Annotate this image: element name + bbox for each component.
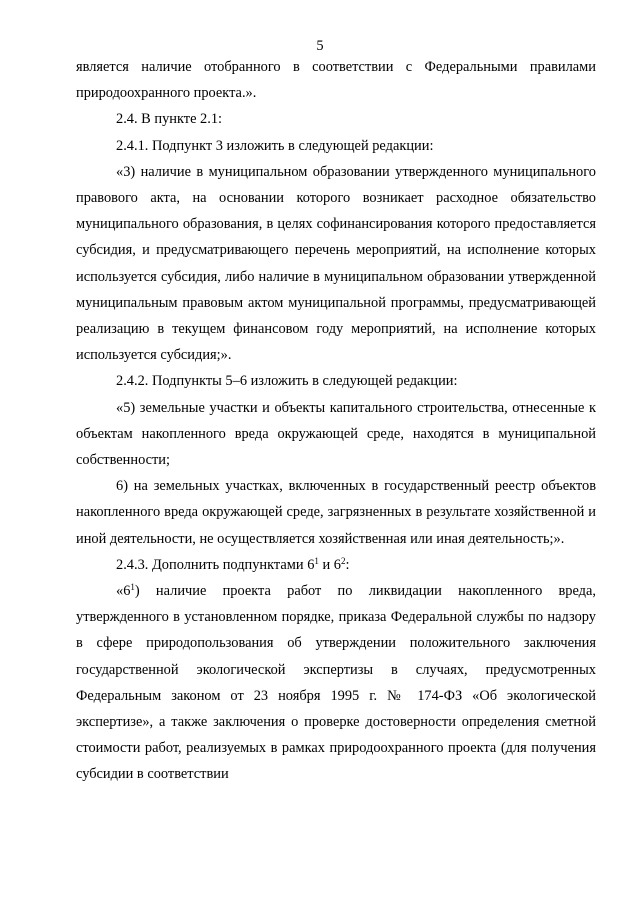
paragraph-subitem-6: 6) на земельных участках, включенных в государственный реестр объектов накопленного вреда окружающей среде, загрязненных в результате хозяйственной и иной деятельности, не осуществляется хозяйственная или иная деятельность;».	[76, 478, 596, 547]
paragraph-continuation: является наличие отобранного в соответствии с Федеральными правилами природоохранного проекта.».	[76, 59, 596, 102]
page-number: 5	[316, 38, 324, 54]
p8-superscript-2: 2	[340, 555, 346, 566]
p9-superscript: 1	[130, 582, 135, 593]
p8-text-after: :	[345, 556, 350, 573]
p9-text-before: «6	[116, 583, 131, 600]
paragraph-subitem-5: «5) земельные участки и объекты капитального строительства, отнесенные к объектам накопленного вреда окружающей среде, находятся в муниципальной собственности;	[76, 399, 596, 469]
paragraph-subitem-6-1	[76, 578, 596, 788]
paragraph-2-4: 2.4. В пункте 2.1:	[116, 111, 223, 128]
paragraph-subitem-3: «3) наличие в муниципальном образовании утвержденного муниципального правового акта, на основании которого возникает расходное обязательство муниципального образования, в целях софинансирования которого предоставляется субсидия, и предусматривающего перечень мероприятий, на исполнение которых используется субсидия, либо наличие в муниципальном образовании утвержденной муниципальным правовым актом муниципальной программы, предусматривающей реализацию в текущем финансовом году мероприятий, на исполнение которых используется субсидия;».	[76, 163, 596, 364]
p8-superscript-1: 1	[314, 555, 319, 566]
document-body	[76, 54, 596, 788]
p8-text-middle: и 6	[318, 556, 341, 573]
paragraph-2-4-2: 2.4.2. Подпункты 5–6 изложить в следующей редакции:	[116, 373, 458, 390]
paragraph-2-4-1: 2.4.1. Подпункт 3 изложить в следующей редакции:	[116, 137, 434, 154]
paragraph-2-4-3	[76, 552, 596, 578]
p8-text-before: 2.4.3. Дополнить подпунктами 6	[116, 556, 315, 573]
p9-text-after: ) наличие проекта работ по ликвидации накопленного вреда, утвержденного в установленном порядке, приказа Федеральной службы по надзору в сфере природопользования об утверждении положительного заключения государственной экологической экспертизы в случаях, предусмотренных Федеральным законом от 23 ноября 1995 г. № 174-ФЗ «Об экологической экспертизе», а также заключения о проверке достоверности определения сметной стоимости работ, реализуемых в рамках природоохранного проекта (для получения субсидии в соответствии	[76, 583, 596, 783]
